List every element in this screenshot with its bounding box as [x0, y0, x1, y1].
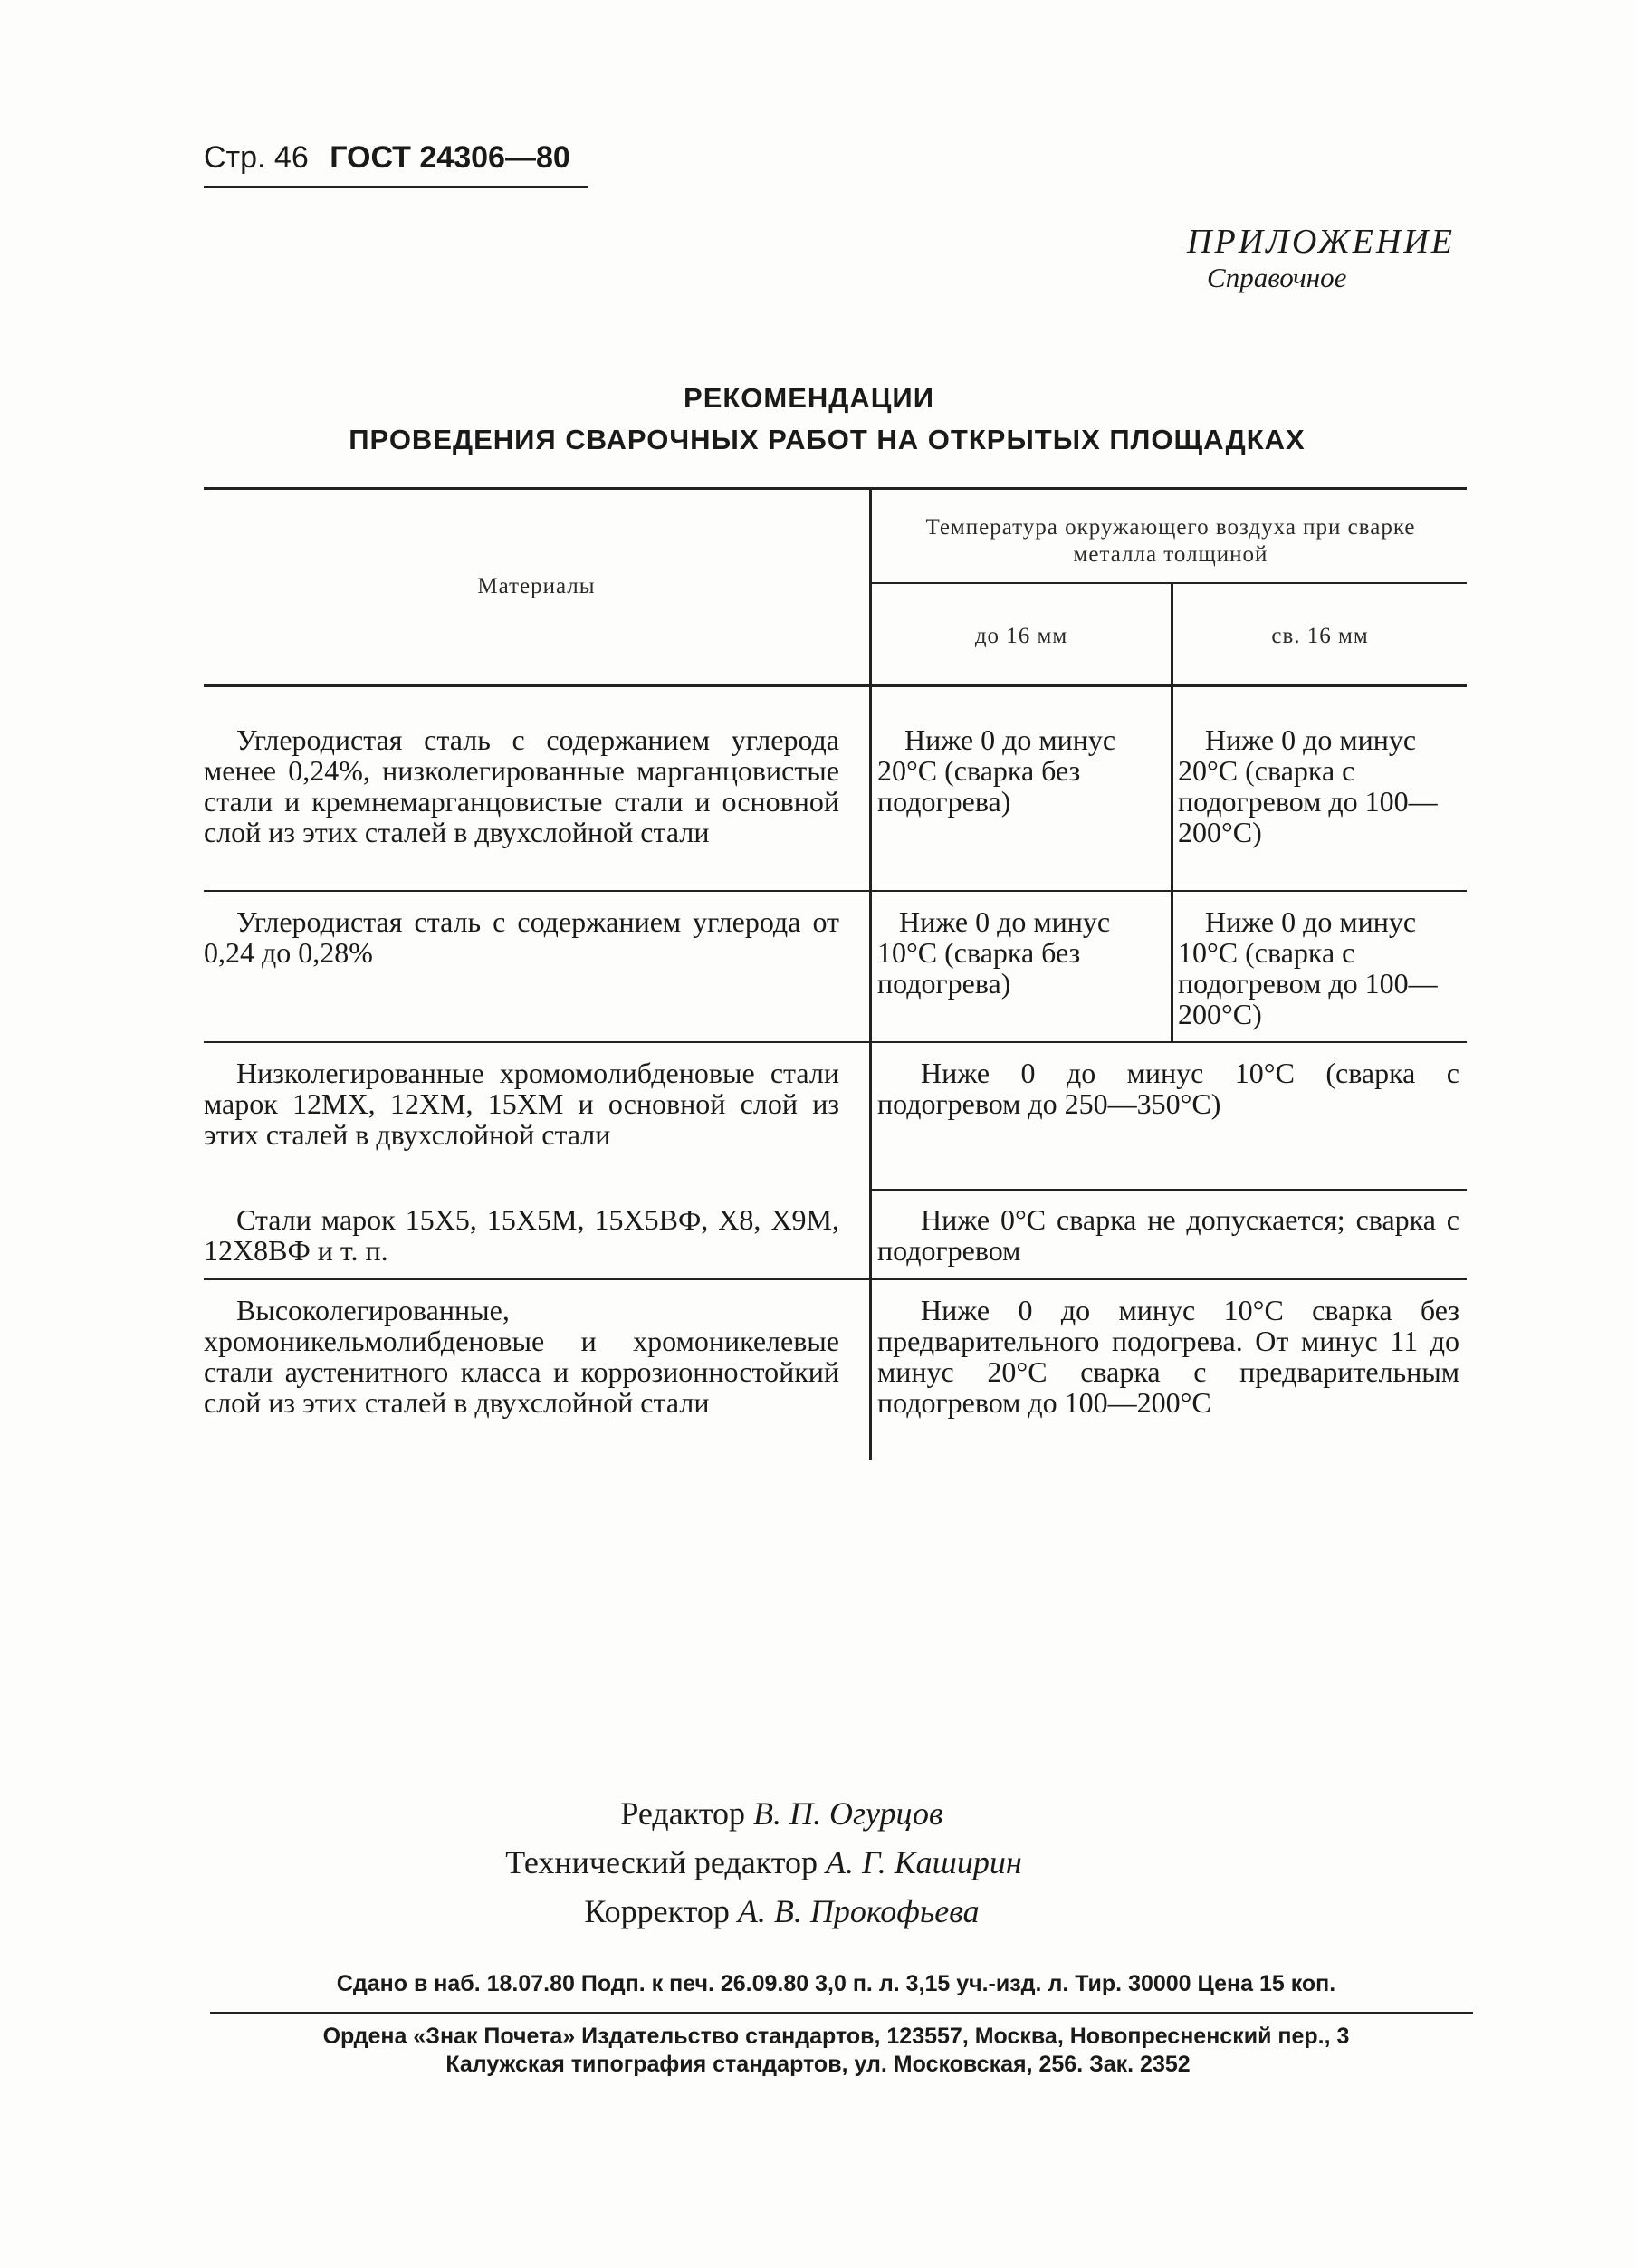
tech-editor-name: А. Г. Каширин	[826, 1844, 1022, 1880]
row-3-material: Низколегированные хромомолибденовые стали марок 12МХ, 12ХМ, 15ХМ и основной слой из этих сталей в двухслойной стали	[204, 1057, 839, 1151]
recommendations-table	[204, 487, 1467, 1460]
document-title: РЕКОМЕНДАЦИИ	[684, 382, 934, 414]
row-5-temperature: Ниже 0 до минус 10°С сварка без предварительного подогрева. От минус 11 до минус 20°С сварка с предварительным подогревом до 100—200°С	[877, 1294, 1459, 1419]
row-1-over-16: Ниже 0 до минус 20°С (сварка с подогревом до 100—200°С)	[1178, 723, 1438, 848]
tech-editor-role: Технический редактор	[505, 1844, 818, 1880]
imprint-rule	[210, 2012, 1473, 2014]
column-rule-sub	[1171, 582, 1173, 1041]
header-over-16mm: св. 16 мм	[1271, 624, 1369, 648]
document-subtitle: ПРОВЕДЕНИЯ СВАРОЧНЫХ РАБОТ НА ОТКРЫТЫХ ПЛОЩАДКАХ	[349, 424, 1306, 455]
header-bottom-rule	[204, 684, 1467, 687]
row-4-temperature: Ниже 0°С сварка не допускается; сварка с подогревом	[877, 1203, 1459, 1267]
imprint-line-3: Калужская типография стандартов, ул. Московская, 256. Зак. 2352	[445, 2052, 1191, 2077]
corrector-role: Корректор	[584, 1893, 730, 1929]
imprint-line-1: Сдано в наб. 18.07.80 Подп. к печ. 26.09.80 3,0 п. л. 3,15 уч.-изд. л. Тир. 30000 Цена 15 коп.	[336, 1971, 1336, 1996]
header-temperature: Температура окружающего воздуха при сварке металла толщиной	[925, 515, 1416, 567]
header-up-to-16mm: до 16 мм	[974, 624, 1068, 648]
standard-number: ГОСТ 24306—80	[330, 140, 570, 175]
editor-line	[0, 1794, 1600, 1833]
subheader-rule	[872, 582, 1467, 584]
editor-role: Редактор	[620, 1795, 745, 1832]
corrector-name: А. В. Прокофьева	[737, 1893, 980, 1929]
row-3-temperature: Ниже 0 до минус 10°С (сварка с подогревом до 250—350°С)	[877, 1057, 1459, 1120]
row-rule-3	[872, 1189, 1467, 1191]
row-5-material: Высоколегированные, хромоникельмолибденовые и хромоникелевые стали аустенитного класса и коррозионностойкий слой из этих сталей в двухслойной стали	[204, 1294, 839, 1419]
appendix-label	[1187, 222, 1455, 294]
row-rule-2	[204, 1041, 1467, 1043]
row-rule-1	[204, 890, 1467, 892]
row-1-up-to-16: Ниже 0 до минус 20°С (сварка без подогрева)	[877, 723, 1116, 818]
corrector-line	[0, 1892, 1600, 1930]
page-number: Стр. 46	[204, 140, 309, 175]
row-2-material: Углеродистая сталь с содержанием углерода от 0,24 до 0,28%	[204, 905, 839, 969]
appendix-subtitle: Справочное	[1207, 262, 1347, 293]
appendix-title: ПРИЛОЖЕНИЕ	[1187, 223, 1455, 261]
header-materials: Материалы	[477, 574, 596, 598]
table-top-rule	[204, 487, 1467, 490]
page-header	[204, 140, 570, 176]
row-rule-4	[204, 1278, 1467, 1280]
row-2-over-16: Ниже 0 до минус 10°С (сварка с подогревом до 100—200°С)	[1178, 905, 1438, 1030]
header-rule	[204, 186, 588, 188]
imprint-line-2: Ордена «Знак Почета» Издательство стандартов, 123557, Москва, Новопресненский пер., 3	[322, 2024, 1350, 2049]
row-4-material: Стали марок 15Х5, 15Х5М, 15Х5ВФ, Х8, Х9М, 12Х8ВФ и т. п.	[204, 1203, 839, 1267]
editor-name: В. П. Огурцов	[753, 1795, 943, 1832]
row-1-material: Углеродистая сталь с содержанием углерода менее 0,24%, низколегированные марганцовистые стали и кремнемарганцовистые стали и основной слой из этих сталей в двухслойной стали	[204, 723, 839, 848]
tech-editor-line	[0, 1843, 1582, 1881]
row-2-up-to-16: Ниже 0 до минус 10°С (сварка без подогрева)	[877, 905, 1111, 1000]
